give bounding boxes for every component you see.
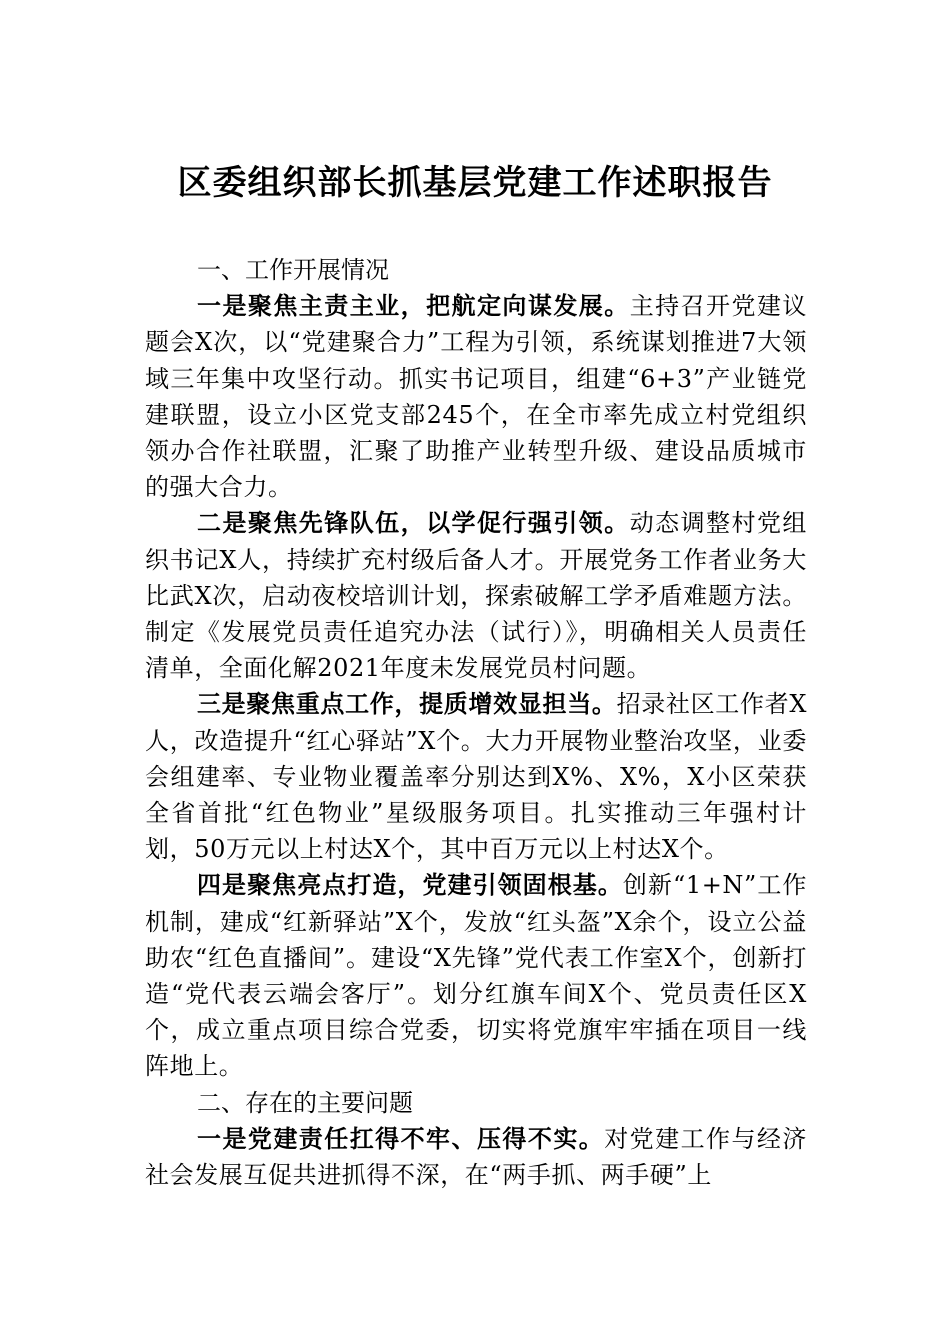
paragraph-lead: 三是聚焦重点工作，提质增效显担当。 [197, 689, 617, 719]
paragraph-5 [145, 1121, 807, 1193]
paragraph-text: 创新“1+N”工作机制，建成“红新驿站”X个，发放“红头盔”X余个，设立公益助农“红色直播间”。建设“X先锋”党代表工作室X个，创新打造“党代表云端会客厅”。划分红旗车间X个、党员责任区X个，成立重点项目综合党委，切实将党旗牢牢插在项目一线阵地上。 [145, 871, 807, 1081]
paragraph-text: 主持召开党建议题会X次，以“党建聚合力”工程为引领，系统谋划推进7大领域三年集中攻坚行动。抓实书记项目，组建“6+3”产业链党建联盟，设立小区党支部245个，在全市率先成立村党组织领办合作社联盟，汇聚了助推产业转型升级、建设品质城市的强大合力。 [145, 292, 807, 502]
paragraph-lead: 二是聚焦先锋队伍，以学促行强引领。 [197, 508, 630, 538]
paragraph-3 [145, 686, 807, 867]
paragraph-lead: 一是聚焦主责主业，把航定向谋发展。 [197, 291, 630, 321]
paragraph-lead: 四是聚焦亮点打造，党建引领固根基。 [197, 870, 623, 900]
paragraph-1 [145, 288, 807, 505]
paragraph-lead: 一是党建责任扛得不牢、压得不实。 [197, 1123, 605, 1153]
document-title: 区委组织部长抓基层党建工作述职报告 [177, 163, 773, 203]
paragraph-text: 招录社区工作者X人，改造提升“红心驿站”X个。大力开展物业整治攻坚，业委会组建率、专业物业覆盖率分别达到X%、X%，X小区荣获全省首批“红色物业”星级服务项目。扎实推动三年强村计划，50万元以上村达X个，其中百万元以上村达X个。 [145, 690, 808, 864]
paragraph-text: 动态调整村党组织书记X人，持续扩充村级后备人才。开展党务工作者业务大比武X次，启动夜校培训计划，探索破解工学矛盾难题方法。制定《发展党员责任追究办法（试行）》，明确相关人员责任清单，全面化解2021年度未发展党员村问题。 [145, 509, 807, 683]
document-body [145, 252, 807, 1193]
section-heading-1: 一、工作开展情况 [197, 256, 389, 284]
paragraph-text: 对党建工作与经济社会发展互促共进抓得不深，在“两手抓、两手硬”上 [145, 1124, 807, 1190]
paragraph-4 [145, 867, 807, 1084]
section-heading-2: 二、存在的主要问题 [197, 1088, 413, 1117]
paragraph-2 [145, 505, 807, 686]
